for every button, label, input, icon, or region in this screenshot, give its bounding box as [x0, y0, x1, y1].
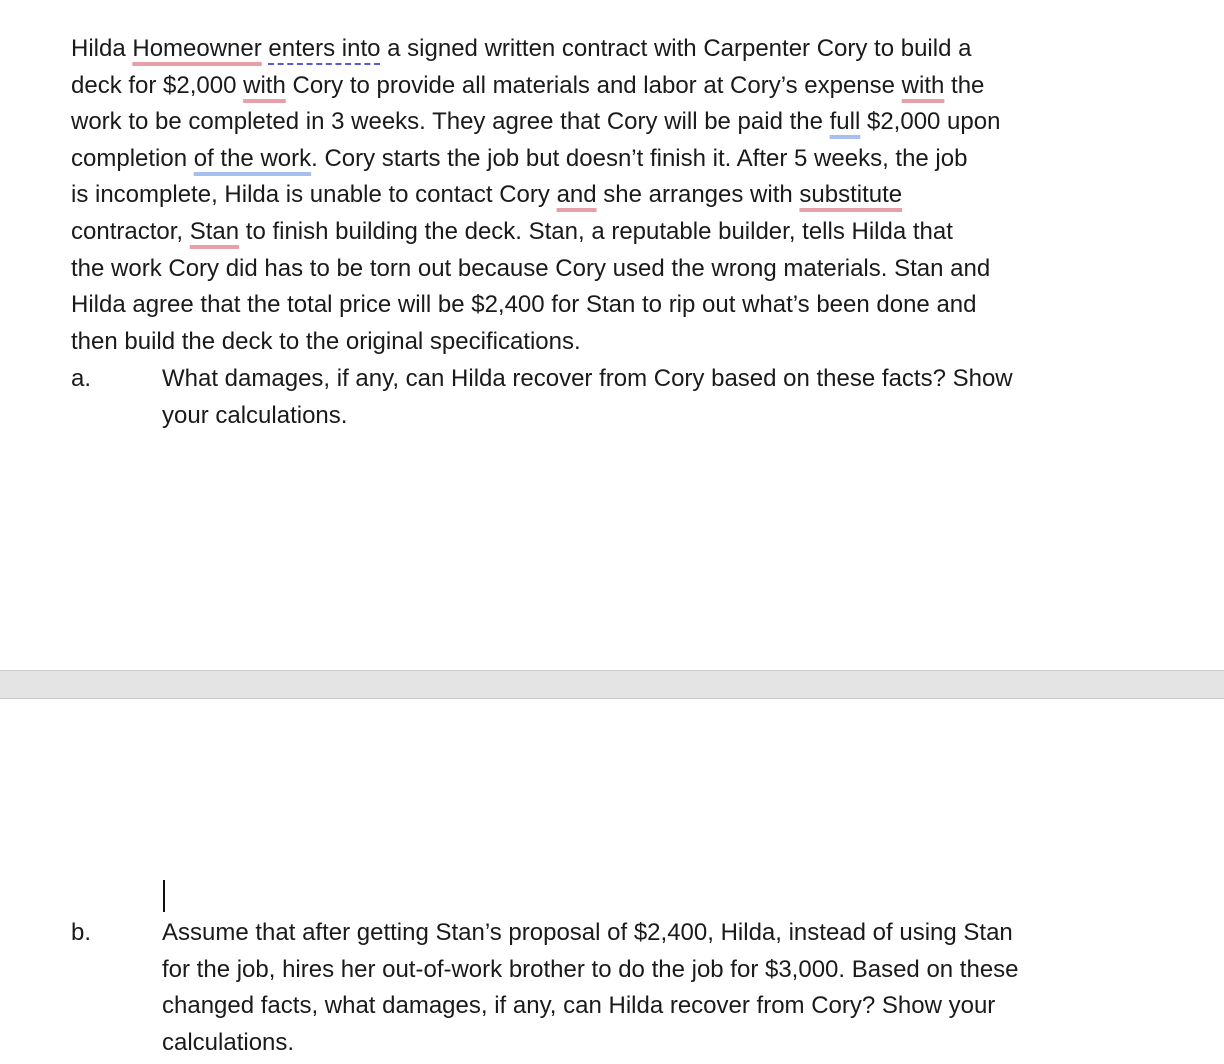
text-run: deck for $2,000	[71, 71, 244, 99]
text-run: $2,000 upon	[860, 108, 1001, 136]
question-b-line: calculations.	[162, 1028, 295, 1056]
question-a-text[interactable]	[162, 361, 1132, 434]
question-a-label: a.	[71, 365, 92, 392]
paragraph-line	[71, 214, 1131, 251]
spelling-flag[interactable]: and	[556, 181, 597, 209]
text-run: to finish building the deck. Stan, a reputable builder, tells Hilda that	[239, 217, 953, 245]
editor-suggestion-flag[interactable]: enters into	[268, 35, 381, 62]
text-run: Hilda	[71, 35, 133, 62]
question-b-line: changed facts, what damages, if any, can Hilda recover from Cory? Show your	[162, 992, 996, 1020]
question-b-text[interactable]	[162, 915, 1132, 1061]
paragraph-line	[71, 287, 1131, 324]
text-run: Hilda agree that the total price will be $2,400 for Stan to rip out what’s been done and	[71, 291, 977, 319]
text-run: contractor,	[71, 217, 190, 245]
fact-pattern-paragraph[interactable]	[71, 31, 1131, 360]
text-run: she arranges with	[596, 181, 800, 209]
grammar-flag[interactable]: full	[829, 108, 861, 136]
text-run: . Cory starts the job but doesn’t finish it. After 5 weeks, the job	[311, 144, 968, 172]
spelling-flag[interactable]: with	[901, 71, 945, 99]
paragraph-line	[71, 31, 1131, 68]
paragraph-line	[71, 141, 1131, 178]
text-run: Cory to provide all materials and labor at Cory’s expense	[285, 71, 902, 99]
question-a-line: What damages, if any, can Hilda recover from Cory based on these facts? Show	[162, 365, 1013, 392]
question-b-line: for the job, hires her out-of-work brother to do the job for $3,000. Based on these	[162, 955, 1019, 983]
text-run: completion	[71, 144, 194, 172]
spelling-flag[interactable]: substitute	[799, 181, 903, 209]
spelling-flag[interactable]: Stan	[189, 217, 240, 245]
paragraph-line	[71, 324, 1131, 361]
text-run: a signed written contract with Carpenter Cory to build a	[380, 35, 972, 62]
text-run: the	[944, 71, 985, 99]
text-cursor	[163, 880, 165, 912]
question-a-line: your calculations.	[162, 401, 348, 429]
spelling-flag[interactable]: Homeowner	[132, 35, 262, 62]
paragraph-line	[71, 104, 1131, 141]
text-run: the work Cory did has to be torn out because Cory used the wrong materials. Stan and	[71, 254, 991, 282]
spelling-flag[interactable]: with	[243, 71, 286, 99]
question-b-label: b.	[71, 919, 92, 946]
page-break-gap	[0, 670, 1224, 699]
paragraph-line	[71, 251, 1131, 288]
text-run: work to be completed in 3 weeks. They agree that Cory will be paid the	[71, 108, 830, 136]
paragraph-line	[71, 177, 1131, 214]
question-b-line: Assume that after getting Stan’s proposal of $2,400, Hilda, instead of using Stan	[162, 919, 1013, 946]
text-run: then build the deck to the original specifications.	[71, 327, 581, 355]
text-run: is incomplete, Hilda is unable to contact Cory	[71, 181, 557, 209]
paragraph-line	[71, 68, 1131, 105]
grammar-flag[interactable]: of the work	[193, 144, 312, 172]
